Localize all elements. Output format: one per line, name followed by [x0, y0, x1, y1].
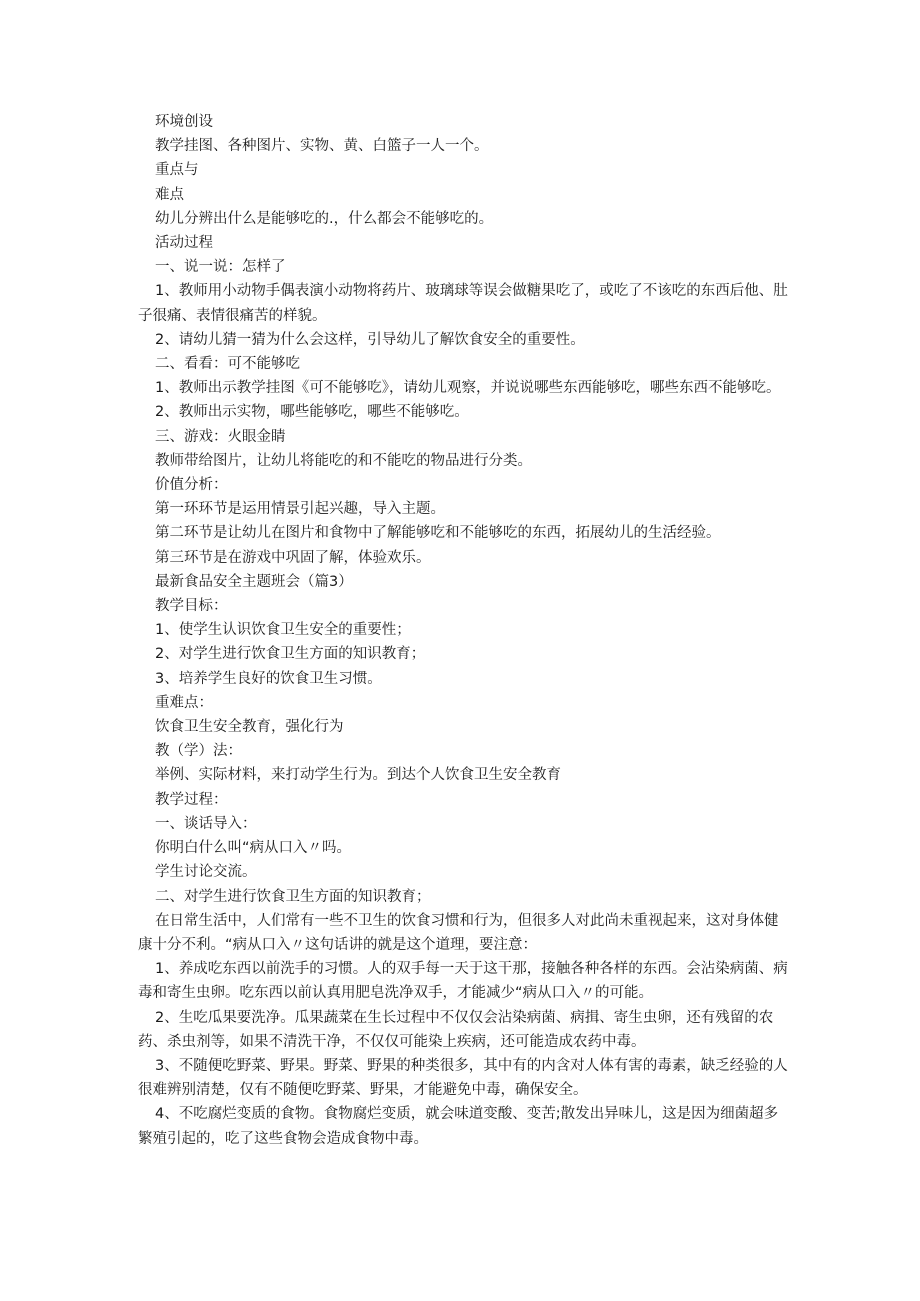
paragraph: 学生讨论交流。 — [155, 864, 257, 881]
paragraph: 第三环节是在游戏中巩固了解，体验欢乐。 — [155, 549, 431, 566]
section-heading: 一、说一说：怎样了 — [155, 259, 286, 276]
paragraph: 1、养成吃东西以前洗手的习惯。人的双手每一天于这干那，接触各种各样的东西。会沾染病菌、病毒和寄生虫卵。吃东西以前认真用肥皂洗净双手，才能减少“病从口入〃的可能。 — [138, 961, 788, 1002]
section-heading: 教学目标： — [155, 598, 228, 615]
paragraph: 1、教师出示教学挂图《可不能够吃》，请幼儿观察，并说说哪些东西能够吃，哪些东西不能够吃。 — [155, 380, 781, 397]
document-body — [138, 110, 788, 1151]
section-heading: 价值分析： — [155, 477, 228, 494]
paragraph: 重点与 — [155, 162, 199, 179]
paragraph: 难点 — [155, 186, 184, 203]
section-heading: 二、对学生进行饮食卫生方面的知识教育； — [155, 888, 431, 905]
paragraph: 3、不随便吃野菜、野果。野菜、野果的种类很多，其中有的内含对人体有害的毒素，缺乏经验的人很难辨别清楚，仅有不随便吃野菜、野果，才能避免中毒，确保安全。 — [138, 1057, 788, 1099]
section-heading: 三、游戏：火眼金睛 — [155, 428, 286, 445]
paragraph: 2、对学生进行饮食卫生方面的知识教育； — [155, 646, 426, 663]
paragraph: 教师带给图片，让幼儿将能吃的和不能吃的物品进行分类。 — [155, 452, 532, 469]
paragraph: 2、生吃瓜果要洗净。瓜果蔬菜在生长过程中不仅仅会沾染病菌、病揖、寄生虫卵，还有残留的农药、杀虫剂等，如果不清洗干净，不仅仅可能染上疾病，还可能造成农药中毒。 — [138, 1009, 774, 1050]
section-heading: 重难点： — [155, 694, 213, 711]
paragraph: 2、请幼儿猜一猜为什么会这样，引导幼儿了解饮食安全的重要性。 — [155, 331, 585, 348]
paragraph: 4、不吃腐烂变质的食物。食物腐烂变质，就会味道变酸、变苦;散发出异味儿，这是因为细菌超多繁殖引起的，吃了这些食物会造成食物中毒。 — [138, 1106, 779, 1147]
paragraph: 1、使学生认识饮食卫生安全的重要性； — [155, 622, 411, 639]
paragraph: 1、教师用小动物手偶表演小动物将药片、玻璃球等误会做糖果吃了，或吃了不该吃的东西后他、肚子很痛、表情很痛苦的样貌。 — [138, 283, 788, 324]
paragraph: 第一环环节是运用情景引起兴趣，导入主题。 — [155, 501, 445, 518]
paragraph: 教学挂图、各种图片、实物、黄、白篮子一人一个。 — [155, 138, 489, 155]
paragraph: 饮食卫生安全教育，强化行为 — [155, 719, 344, 736]
paragraph: 你明白什么叫“病从口入〃吗。 — [155, 840, 352, 857]
document-title: 最新食品安全主题班会（篇3） — [155, 573, 353, 590]
paragraph: 在日常生活中，人们常有一些不卫生的饮食习惯和行为，但很多人对此尚未重视起来，这对身体健康十分不利。“病从口入〃这句话讲的就是这个道理，要注意： — [138, 912, 779, 953]
paragraph: 举例、实际材料，来打动学生行为。到达个人饮食卫生安全教育 — [155, 767, 561, 784]
paragraph: 环境创设 — [155, 114, 213, 130]
section-heading: 一、谈话导入： — [155, 815, 257, 832]
paragraph: 3、培养学生良好的饮食卫生习惯。 — [155, 670, 382, 687]
section-heading: 教学过程： — [155, 791, 228, 808]
paragraph: 2、教师出示实物，哪些能够吃，哪些不能够吃。 — [155, 404, 469, 421]
paragraph: 第二环节是让幼儿在图片和食物中了解能够吃和不能够吃的东西，拓展幼儿的生活经验。 — [155, 525, 721, 542]
paragraph: 幼儿分辨出什么是能够吃的.，什么都会不能够吃的。 — [155, 210, 494, 227]
section-heading: 教（学）法： — [155, 743, 242, 760]
section-heading: 活动过程 — [155, 235, 213, 252]
section-heading: 二、看看：可不能够吃 — [155, 356, 300, 373]
